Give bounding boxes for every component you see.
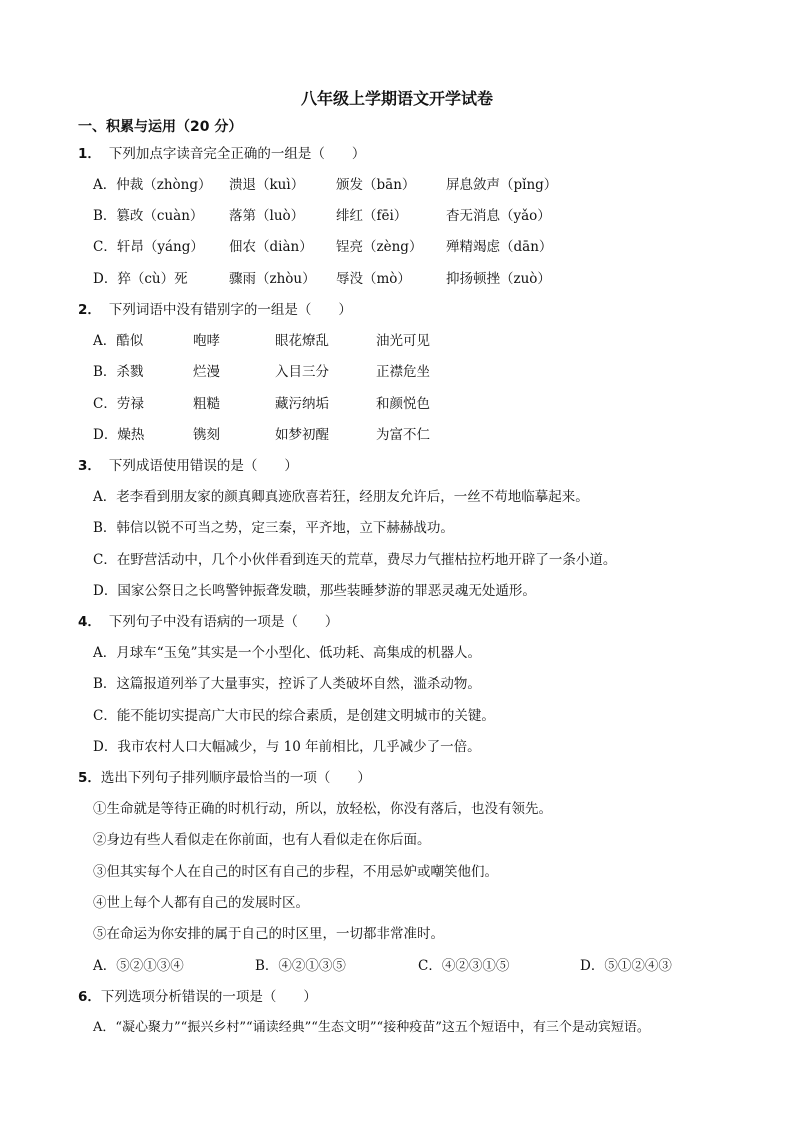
question-number: 4． (78, 614, 101, 630)
page-title: 八年级上学期语文开学试卷 (300, 89, 493, 108)
option-c-word-2: 粗糙 (193, 396, 220, 412)
option-d: D．国家公祭日之长鸣警钟振聋发聩，那些装睡梦游的罪恶灵魂无处遁形。 (93, 583, 536, 599)
option-c-word-4: 殚精竭虑（dān） (446, 239, 553, 255)
option-a: A．酷似 (93, 333, 144, 349)
question-2 (78, 301, 352, 319)
sentence-3: ③但其实每个人在自己的时区有自己的步程，不用忌妒或嘲笑他们。 (93, 864, 498, 880)
option-a-word-2: 咆哮 (193, 333, 220, 349)
question-number: 3． (78, 458, 101, 474)
option-b: B．杀戮 (93, 364, 144, 380)
option-a-word-3: 颁发（bān） (336, 177, 416, 193)
option-c-word-2: 佃农（diàn） (229, 239, 313, 255)
question-5 (78, 769, 371, 787)
option-b-word-2: 烂漫 (193, 364, 220, 380)
option-d-word-4: 为富不仁 (376, 427, 430, 443)
option-d-word-2: 骤雨（zhòu） (229, 271, 316, 287)
question-number: 6． (78, 989, 101, 1005)
question-3 (78, 457, 298, 475)
option-c-word-3: 藏污纳垢 (275, 396, 329, 412)
option-d: D．我市农村人口大幅减少，与 10 年前相比，几乎减少了一倍。 (93, 739, 481, 755)
option-b: B．韩信以锐不可当之势，定三秦，平齐地，立下赫赫战功。 (93, 520, 454, 536)
option-c: C．在野营活动中，几个小伙伴看到连天的荒草，费尽力气摧枯拉朽地开辟了一条小道。 (93, 552, 617, 568)
question-1 (78, 145, 365, 163)
option-b-word-3: 绯红（fēi） (336, 208, 408, 224)
sentence-2: ②身边有些人看似走在你前面，也有人看似走在你后面。 (93, 832, 431, 848)
question-6 (78, 988, 317, 1006)
option-a: A．月球车“玉兔”其实是一个小型化、低功耗、高集成的机器人。 (93, 645, 482, 661)
question-stem: 下列选项分析错误的一项是（ ） (100, 989, 317, 1005)
question-4 (78, 613, 338, 631)
option-c-word-4: 和颜悦色 (376, 396, 430, 412)
option-d-word-3: 辱没（mò） (336, 271, 411, 287)
option-d: D．猝（cù）死 (93, 271, 188, 287)
question-number: 1． (78, 146, 101, 162)
option-a-word-4: 屏息敛声（pǐng） (446, 177, 558, 193)
option-d-word-4: 抑扬顿挫（zuò） (446, 271, 551, 287)
question-stem: 下列成语使用错误的是（ ） (108, 458, 298, 474)
option-c: C．轩昂（yáng） (93, 239, 204, 255)
option-a: A．“凝心聚力”“振兴乡村”“诵读经典”“生态文明”“接种疫苗”这五个短语中，有三个是动宾短语。 (93, 1020, 650, 1035)
option-c: C．劳禄 (93, 396, 144, 412)
option-d: D．⑤①②④③ (580, 958, 672, 974)
option-d: D．燥热 (93, 427, 145, 443)
option-a-word-3: 眼花燎乱 (275, 333, 329, 349)
option-b-word-2: 落第（luò） (229, 208, 305, 224)
section-heading: 一、积累与运用（20 分） (78, 119, 243, 135)
question-stem: 下列词语中没有错别字的一组是（ ） (108, 302, 352, 318)
option-b-word-4: 正襟危坐 (376, 364, 430, 380)
option-b-word-4: 杳无消息（yǎo） (446, 208, 551, 224)
option-b: B．这篇报道列举了大量事实，控诉了人类破坏自然，滥杀动物。 (93, 676, 481, 692)
option-a: A．老李看到朋友家的颜真卿真迹欣喜若狂，经朋友允许后，一丝不苟地临摹起来。 (93, 489, 589, 505)
sentence-1: ①生命就是等待正确的时机行动，所以，放轻松，你没有落后，也没有领先。 (93, 801, 552, 817)
question-stem: 下列加点字读音完全正确的一组是（ ） (108, 146, 366, 162)
option-a-word-4: 油光可见 (376, 333, 430, 349)
option-d-word-2: 镌刻 (193, 427, 220, 443)
option-a-word-2: 溃退（kuì） (229, 177, 305, 193)
option-c: C．能不能切实提高广大市民的综合素质，是创建文明城市的关键。 (93, 708, 495, 724)
option-a: A．仲裁（zhòng） (93, 177, 212, 193)
sentence-5: ⑤在命运为你安排的属于自己的时区里，一切都非常准时。 (93, 926, 444, 942)
option-c: C．④②③①⑤ (418, 958, 510, 974)
question-stem: 选出下列句子排列顺序最恰当的一项（ ） (100, 770, 371, 786)
option-b: B．④②①③⑤ (255, 958, 346, 974)
option-d-word-3: 如梦初醒 (275, 427, 329, 443)
sentence-4: ④世上每个人都有自己的发展时区。 (93, 895, 309, 911)
option-c-word-3: 锃亮（zèng） (336, 239, 423, 255)
question-number: 5． (78, 770, 101, 786)
question-number: 2． (78, 302, 101, 318)
option-b-word-3: 入目三分 (275, 364, 329, 380)
option-b: B．篡改（cuàn） (93, 208, 204, 224)
question-stem: 下列句子中没有语病的一项是（ ） (108, 614, 339, 630)
option-a: A．⑤②①③④ (93, 958, 184, 974)
